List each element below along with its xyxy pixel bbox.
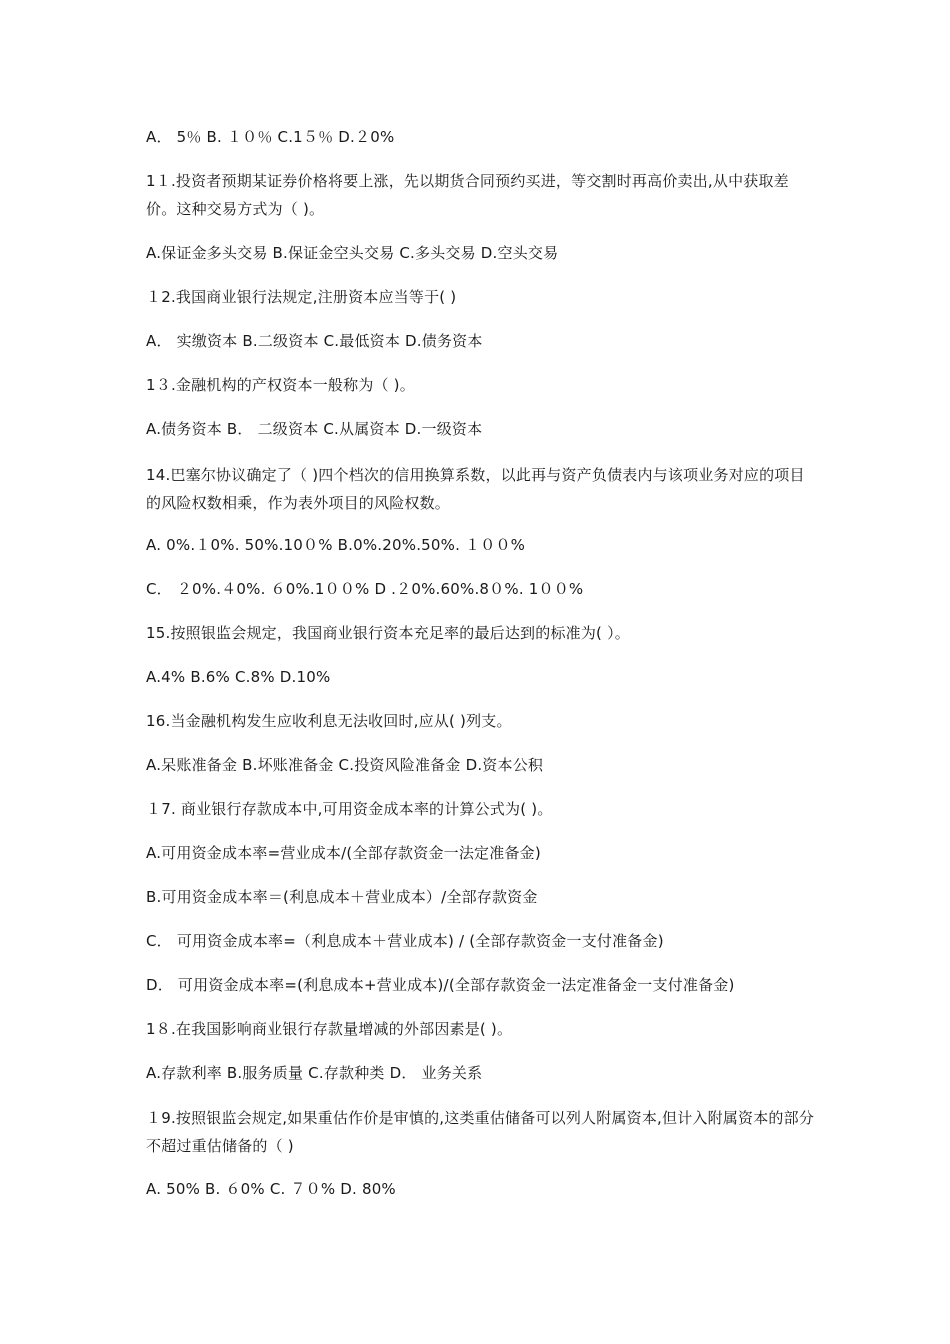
q14-question: 14.巴塞尔协议确定了（ )四个档次的信用换算系数，以此再与资产负债表内与该项业务对应的项目的风险权数相乘，作为表外项目的风险权数。	[146, 466, 805, 512]
q13-question: 1３.金融机构的产权资本一般称为（ )。	[146, 376, 415, 394]
q17-option-d: D． 可用资金成本率=(利息成本+营业成本)/(全部存款资金一法定准备金一支付准备金)	[146, 976, 735, 994]
q19-question: １9.按照银监会规定,如果重估作价是审慎的,这类重估储备可以列人附属资本,但计入附属资本的部分不超过重估储备的（ )	[146, 1109, 815, 1155]
q12-question: １2.我国商业银行法规定,注册资本应当等于( )	[146, 288, 457, 306]
q18-options: A.存款利率 B.服务质量 C.存款种类 D． 业务关系	[146, 1064, 483, 1082]
q17-question: １7. 商业银行存款成本中,可用资金成本率的计算公式为( )。	[146, 800, 553, 818]
q11-options: A.保证金多头交易 B.保证金空头交易 C.多头交易 D.空头交易	[146, 244, 559, 262]
q14-options-cd: C． ２0%.４0%. ６0%.1００% D .２0%.60%.8０%. 1００%	[146, 580, 584, 598]
q12-options: A． 实缴资本 B.二级资本 C.最低资本 D.债务资本	[146, 332, 483, 350]
q18-question: 1８.在我国影响商业银行存款量增减的外部因素是( )。	[146, 1020, 513, 1038]
q17-option-c: C． 可用资金成本率=（利息成本＋营业成本) / (全部存款资金一支付准备金)	[146, 932, 664, 950]
q14-options-ab: A. 0%.１0%. 50%.10０% B.0%.20%.50%. １００%	[146, 536, 526, 554]
q16-options: A.呆账准备金 B.坏账准备金 C.投资风险准备金 D.资本公积	[146, 756, 544, 774]
q11-question: 1１.投资者预期某证券价格将要上涨，先以期货合同预约买进，等交割时再高价卖出,从中获取差价。这种交易方式为（ )。	[146, 172, 789, 218]
q17-option-a: A.可用资金成本率=营业成本/(全部存款资金一法定准备金)	[146, 844, 541, 862]
q10-options: A． 5％ B. １０％ C.1５％ D.２0%	[146, 128, 395, 146]
q16-question: 16.当金融机构发生应收利息无法收回时,应从( )列支。	[146, 712, 512, 730]
q13-options: A.债务资本 B． 二级资本 C.从属资本 D.一级资本	[146, 420, 483, 438]
q19-options: A. 50% B. ６0% C. ７０% D. 80%	[146, 1180, 396, 1198]
q15-question: 15.按照银监会规定，我国商业银行资本充足率的最后达到的标准为( ）。	[146, 624, 630, 642]
q17-option-b: B.可用资金成本率＝(利息成本＋营业成本）/全部存款资金	[146, 888, 538, 906]
q15-options: A.4% B.6% C.8% D.10%	[146, 668, 331, 686]
